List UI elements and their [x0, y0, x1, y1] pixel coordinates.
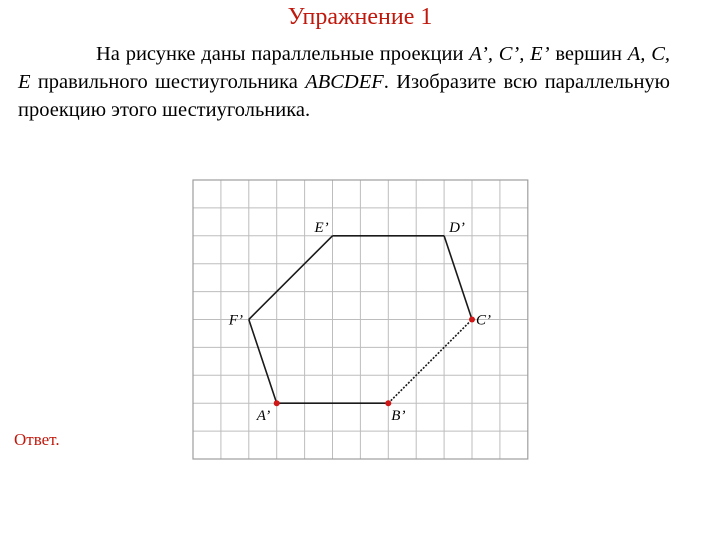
vertex-label-A: A’ [256, 408, 271, 425]
vertex-label-F: F’ [228, 312, 243, 329]
edge-EF [249, 236, 333, 320]
vertex-labels: A, C, E [18, 43, 671, 93]
problem-text-1: На рисунке даны параллельные проекции [96, 43, 470, 65]
problem-text-2: вершин [549, 43, 628, 65]
projection-labels: A’, C’, E’ [469, 43, 550, 65]
vertex-marker-B [385, 400, 391, 406]
edge-BC [388, 320, 472, 404]
problem-text-3: правильного шестиугольника [30, 71, 306, 93]
hexagon-name: ABCDEF [305, 71, 384, 93]
answer-label: Ответ. [14, 430, 60, 449]
vertex-label-D: D’ [449, 219, 465, 236]
vertex-marker-A [274, 400, 280, 406]
edge-CD [444, 236, 472, 320]
vertex-label-E: E’ [314, 219, 329, 236]
exercise-title: Упражнение 1 [287, 4, 433, 30]
vertex-label-B: B’ [391, 408, 406, 425]
edge-FA [249, 320, 277, 404]
vertex-marker-C [469, 317, 475, 323]
vertex-label-C: C’ [476, 312, 491, 329]
problem-text-4: . Изобразите всю параллельную проекцию этого шестиугольника. [18, 71, 670, 121]
